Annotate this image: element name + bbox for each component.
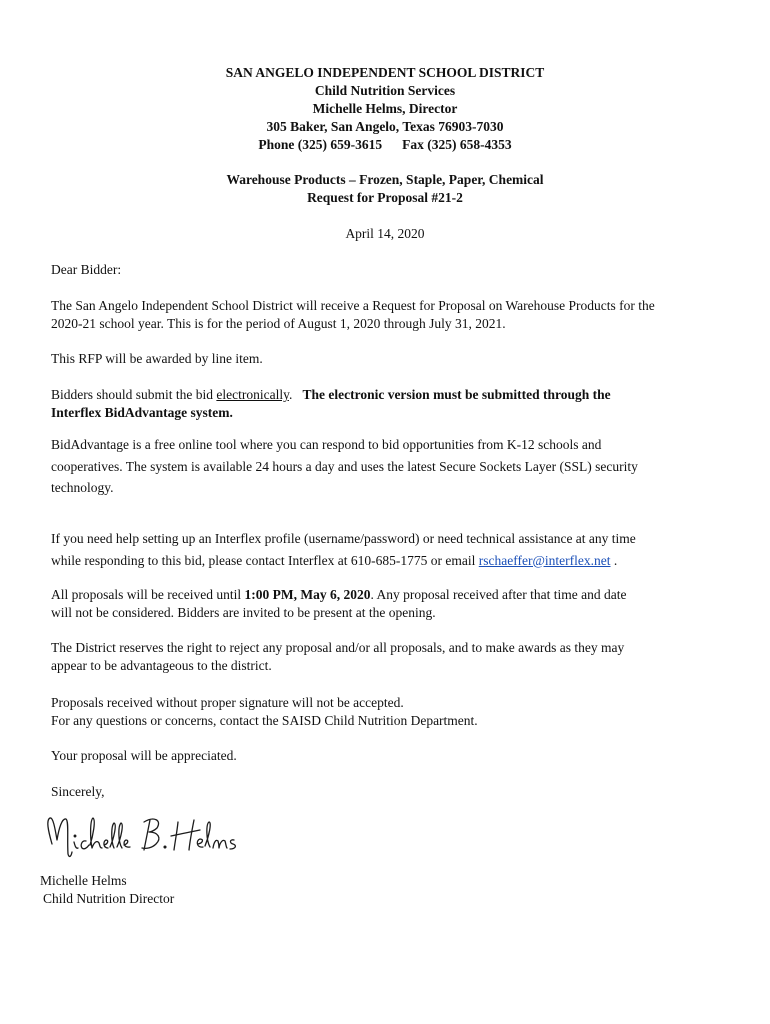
signatory-title: Child Nutrition Director (43, 891, 175, 906)
text-line: BidAdvantage is a free online tool where you can respond to bid opportunities from K-12 schools and (51, 437, 602, 452)
handwritten-signature (38, 808, 258, 868)
paragraph-help (51, 528, 741, 571)
text-span: while responding to this bid, please contact Interflex at 610-685-1775 or email (51, 552, 479, 568)
text-line: appear to be advantageous to the district. (51, 658, 272, 673)
text-line: 2020-21 school year. This is for the period of August 1, 2020 through July 31, 2021. (51, 316, 506, 331)
email-link[interactable]: rschaeffer@interflex.net (478, 552, 611, 568)
text-line: technology. (51, 480, 114, 495)
bold-text: The electronic version must be submitted through the (302, 387, 611, 402)
text-span: . (288, 387, 303, 402)
letterhead (0, 64, 770, 154)
paragraph-signature-note (51, 694, 741, 730)
closing: Sincerely, (51, 784, 105, 799)
text-span: All proposals will be received until (51, 587, 245, 602)
director-line: Michelle Helms, Director (312, 101, 458, 116)
text-line: If you need help setting up an Interflex profile (username/password) or need technical assistance at any time (51, 531, 636, 546)
bold-text: Interflex BidAdvantage system. (51, 405, 233, 420)
underlined-text: electronically (216, 387, 289, 402)
text-span: . Any proposal received after that time and date (370, 587, 627, 602)
salutation: Dear Bidder: (51, 262, 122, 277)
text-span: Bidders should submit the bid (51, 387, 217, 402)
text-line: For any questions or concerns, contact the SAISD Child Nutrition Department. (51, 713, 478, 728)
text-line: Proposals received without proper signature will not be accepted. (51, 695, 404, 710)
text-span: . (610, 552, 618, 568)
signatory-name: Michelle Helms (40, 873, 127, 888)
text-line: cooperatives. The system is available 24 hours a day and uses the latest Secure Sockets Layer (SSL) security (51, 458, 638, 474)
subject-block (0, 171, 770, 207)
rfp-number: Request for Proposal #21-2 (307, 190, 463, 205)
paragraph-reserves (51, 639, 741, 675)
text-line: will not be considered. Bidders are invited to be present at the opening. (51, 605, 436, 620)
subject-title: Warehouse Products – Frozen, Staple, Paper, Chemical (226, 172, 544, 187)
paragraph-award: This RFP will be awarded by line item. (51, 351, 263, 366)
text-line: The San Angelo Independent School District will receive a Request for Proposal on Warehouse Products for the (51, 298, 655, 313)
paragraph-submission (51, 386, 741, 422)
text-line: The District reserves the right to reject any proposal and/or all proposals, and to make awards as they may (51, 640, 625, 655)
paragraph-intro (51, 297, 741, 333)
address-line: 305 Baker, San Angelo, Texas 76903-7030 (266, 119, 504, 134)
letter-date: April 14, 2020 (345, 226, 425, 241)
signatory-block (40, 872, 174, 908)
phone-number: Phone (325) 659-3615 (258, 137, 383, 152)
department-name: Child Nutrition Services (314, 83, 456, 98)
org-name: SAN ANGELO INDEPENDENT SCHOOL DISTRICT (225, 65, 545, 80)
paragraph-appreciation: Your proposal will be appreciated. (51, 748, 237, 763)
paragraph-bidadvantage (51, 434, 741, 499)
paragraph-deadline (51, 586, 741, 622)
deadline-text: 1:00 PM, May 6, 2020 (244, 587, 371, 602)
contact-line (0, 136, 770, 154)
fax-number: Fax (325) 658-4353 (402, 137, 512, 152)
